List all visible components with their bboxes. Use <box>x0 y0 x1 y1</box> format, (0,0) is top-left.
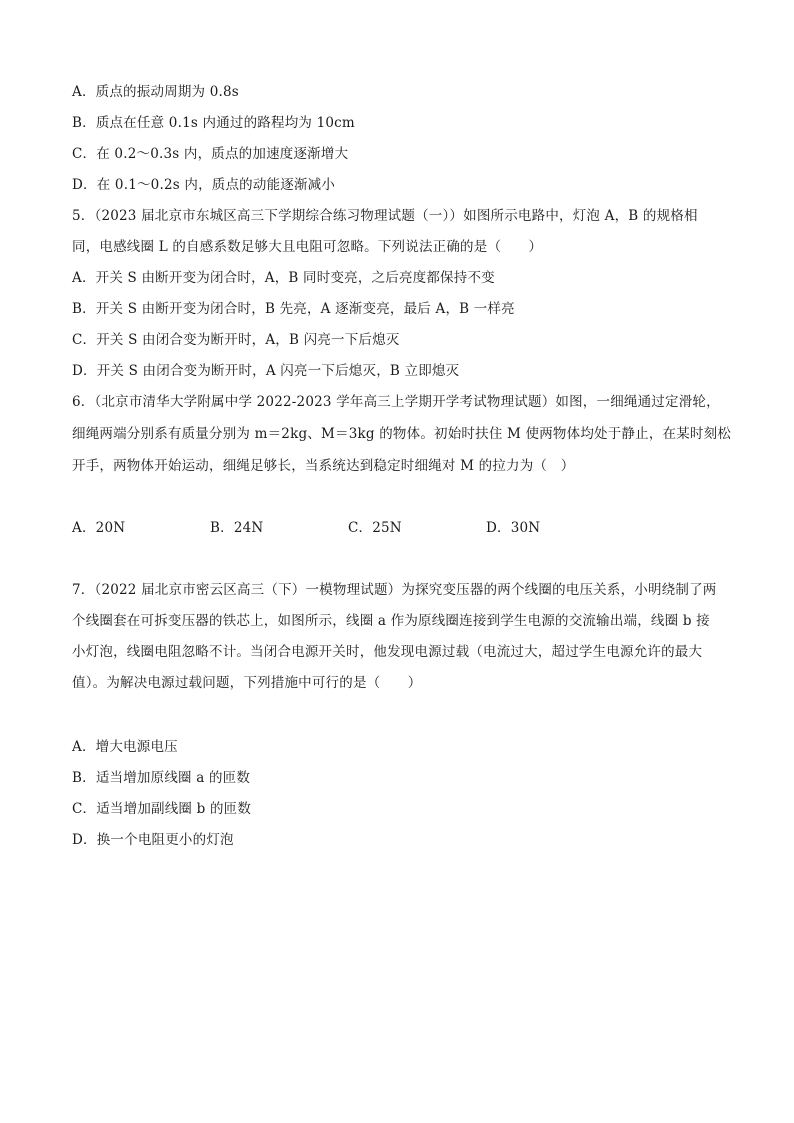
q4-option-b: B．质点在任意 0.1s 内通过的路程均为 10cm <box>72 115 355 131</box>
q6-stem-line-1: 6．（北京市清华大学附属中学 2022-2023 学年高三上学期开学考试物理试题）如图，一细绳通过定滑轮， <box>72 394 720 410</box>
q4-option-d: D．在 0.1～0.2s 内，质点的动能逐渐减小 <box>72 177 336 193</box>
q6-stem-line-2: 细绳两端分别系有质量分别为 m＝2kg、M＝3kg 的物体。初始时扶住 M 使两物体均处于静止，在某时刻松 <box>72 426 732 442</box>
q7-stem-line-1: 7．（2022 届北京市密云区高三（下）一模物理试题）为探究变压器的两个线圈的电压关系，小明绕制了两 <box>72 582 717 598</box>
q7-option-d: D．换一个电阻更小的灯泡 <box>72 832 234 848</box>
q4-option-c: C．在 0.2～0.3s 内，质点的加速度逐渐增大 <box>72 146 349 162</box>
q7-stem-line-2: 个线圈套在可拆变压器的铁芯上，如图所示，线圈 a 作为原线圈连接到学生电源的交流输出端，线圈 b 接 <box>72 613 710 629</box>
q5-option-d: D．开关 S 由闭合变为断开时，A 闪亮一下后熄灭，B 立即熄灭 <box>72 363 460 379</box>
q5-option-c: C．开关 S 由闭合变为断开时，A，B 闪亮一下后熄灭 <box>72 332 400 348</box>
q7-stem-line-3: 小灯泡，线圈电阻忽略不计。当闭合电源开关时，他发现电源过载（电流过大，超过学生电源允许的最大 <box>72 644 703 660</box>
q5-option-a: A．开关 S 由断开变为闭合时，A，B 同时变亮，之后亮度都保持不变 <box>72 270 495 286</box>
q7-option-a: A．增大电源电压 <box>72 739 178 755</box>
q5-stem-line-1: 5．（2023 届北京市东城区高三下学期综合练习物理试题（一））如图所示电路中，灯泡 A，B 的规格相 <box>72 208 698 224</box>
q6-stem-line-3: 开手，两物体开始运动，细绳足够长，当系统达到稳定时细绳对 M 的拉力为（ ） <box>72 458 575 474</box>
q7-option-c: C．适当增加副线圈 b 的匝数 <box>72 801 252 817</box>
q6-option-c: C．25N <box>348 520 402 536</box>
q4-option-a: A．质点的振动周期为 0.8s <box>72 84 239 100</box>
q5-stem-line-2: 同，电感线圈 L 的自感系数足够大且电阻可忽略。下列说法正确的是（ ） <box>72 239 543 255</box>
q7-option-b: B．适当增加原线圈 a 的匝数 <box>72 770 251 786</box>
q7-stem-line-4: 值）。为解决电源过载问题，下列措施中可行的是（ ） <box>72 675 422 691</box>
q6-option-a: A．20N <box>72 520 126 536</box>
q5-option-b: B．开关 S 由断开变为闭合时，B 先亮，A 逐渐变亮，最后 A，B 一样亮 <box>72 301 515 317</box>
q6-option-d: D．30N <box>486 520 541 536</box>
q6-option-b: B．24N <box>210 520 264 536</box>
